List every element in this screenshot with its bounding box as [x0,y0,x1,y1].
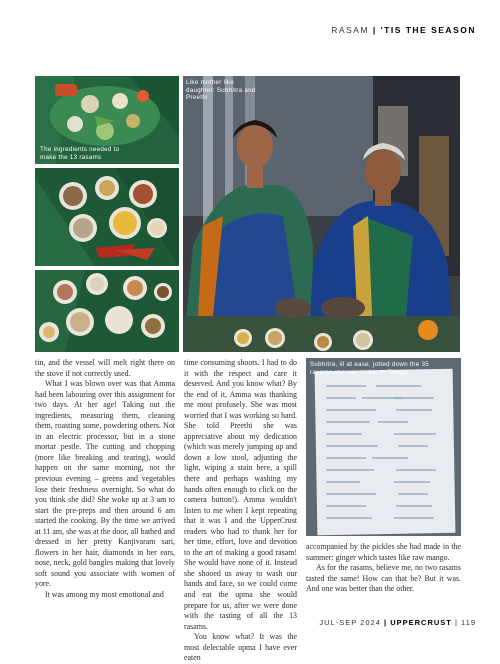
portrait-caption: Like mother like daughter: Subhitra and Preethi [186,79,256,101]
header-divider: | [372,25,377,35]
col1-paragraph-2: What I was blown over was that Amma had been labouring over this assignment for two days. At her age! Taking out the ingredients, measuring them, cleaning them, roasting some, powdering others. Not in an electric processor, but in a stone mortar pestle. The cutting and chopping (more like breaking and tearing), would happen on the same morning, not the previous evening – greens and vegetables lose their freshness overnight. So what do you think she did? She woke up at 3 am to start the pre-preps and then around 6 am started the cooking. By the time we arrived at 11 am, she was at the door, all bathed and dressed in her pretty Kanjivaram sari, flowers in her hair, diamonds in her ears, nose, neck, gold bangles making that lovely soft sound you associate with women of yore. [35,379,175,589]
page-footer [319,618,476,627]
article-column-1 [35,358,175,601]
footer-divider-2: | [454,618,458,627]
notebook-caption: Subhitra, ill at ease, jotted down the 35 rasams she can make, in Telugu [310,361,429,376]
ingredients-photo-middle [35,168,179,266]
col2-paragraph-2: You know what? It was the most delectable upma I have ever eaten [184,632,297,663]
running-header [331,25,476,35]
section-title: 'TIS THE SEASON [380,25,476,35]
ingredients-caption: The ingredients needed to make the 13 rasams [40,146,120,161]
article-column-2 [184,358,297,664]
col3-paragraph-1: accompanied by the pickles she had made in the summer: ginger which tastes like raw mango. [306,542,461,562]
footer-divider: | [384,618,388,627]
col1-paragraph-1: tin, and the vessel will melt right there on the stove if not correctly used. [35,358,175,378]
issue-date: JUL-SEP 2024 [319,618,381,627]
col2-paragraph-1: time consuming shoots. I had to do it with the respect and care it deserved. And you know what? By the end of it, Amma was thanking me most profusely. She was most worried that I was working so hard. She told Preethi she was appreciative about my dedication (which was merely jumping up and down a low stool, adjusting the light, wiping a stain here, a spill there and perhaps washing my hands often enough to click on the camera button!). Amma wouldn't listen to me when I kept repeating that it was I and the UpperCrust readers who had to thank her for her time, effort, love and devotion to the art of making a good rasam! She would have none of it. Instead she shooed us away to wash our hands and face, so we could come and eat the upma she would prepare for us, after we were done with the tasting of all the 13 rasams. [184,358,297,631]
page-number: 119 [461,618,476,627]
notebook-photo [306,358,461,536]
article-column-3 [306,542,461,595]
ingredients-photo-bottom [35,270,179,352]
portrait-photo [183,76,460,352]
section-name: RASAM [331,25,369,35]
col1-paragraph-3: It was among my most emotional and [45,590,164,600]
magazine-name: UPPERCRUST [390,618,452,627]
col3-paragraph-2: As for the rasams, believe me, no two rasams tasted the same! How can that be? But it was. And one was better than the other. [306,563,461,594]
